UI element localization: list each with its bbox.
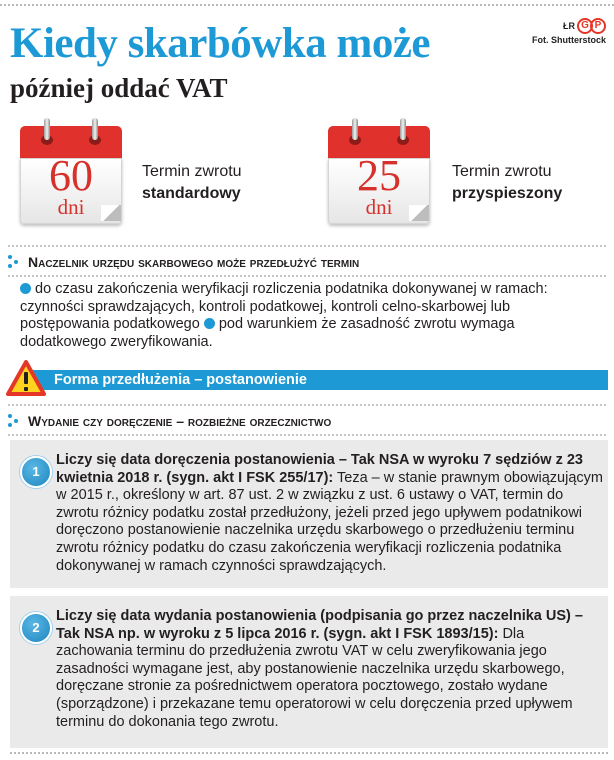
extension-conditions-text: do czasu zakończenia weryfikacji rozliczenia podatnika dokonywanej w ramach: czynności sprawdzających, kontroli podatkowej, kontroli celno-skarbowej lub postępowania podatkowego pod warunkiem że zasadność zwrotu wymaga dodatkowego zweryfikowania.: [20, 281, 548, 350]
dots-icon: [8, 255, 22, 269]
calendar-days-number: 60: [49, 151, 93, 200]
calendar-days-unit: dni: [365, 195, 393, 219]
photo-credit: Fot. Shutterstock: [531, 35, 606, 45]
warning-icon: [6, 360, 46, 396]
case-number-badge: 2: [20, 612, 52, 644]
page-subtitle: później oddać VAT: [10, 73, 228, 103]
bullet-icon: [204, 318, 215, 329]
section-heading-extension: Naczelnik urzędu skarbowego może przedłużyć termin: [8, 254, 359, 270]
author-initials: ŁR: [563, 21, 575, 31]
calendar-icon-standard: [20, 118, 122, 226]
bottom-divider: [10, 752, 608, 754]
calendar-label-accelerated: Termin zwrotu przyspieszony: [452, 163, 563, 202]
top-divider: [0, 4, 614, 6]
bullet-icon: [20, 283, 31, 294]
case-text: Liczy się data wydania postanowienia (podpisania go przez naczelnika US) – Tak NSA np. w wyroku z 5 lipca 2016 r. (sygn. akt I FSK 1893/15): Dla zachowania terminu do przedłużenia zwrotu VAT w celu zweryfikowania jego zasadności wymagane jest, aby postanowienie naczelnika urzędu skarbowego, doręczane stronie za pośrednictwem operatora pocztowego, zostało wydane (sporządzone) i przekazane temu operatorowi w celu doręczenia przed upływem terminu do dokonania tego zwrotu.: [56, 608, 583, 730]
section-heading-case-law: Wydanie czy doręczenie – rozbieżne orzecznictwo: [8, 413, 331, 429]
section-divider: [8, 275, 606, 277]
calendar-icon-accelerated: [328, 118, 430, 226]
calendar-days-number: 25: [357, 151, 401, 200]
case-card-1: [10, 440, 608, 588]
form-of-extension-bar: Forma przedłużenia – postanowienie: [28, 370, 608, 390]
calendar-label-standard: Termin zwrotu standardowy: [142, 163, 242, 202]
section-divider: [8, 404, 606, 406]
case-card-2: [10, 596, 608, 748]
section-divider: [8, 245, 606, 247]
dots-icon: [8, 414, 22, 428]
credits: [532, 18, 606, 46]
page-title: Kiedy skarbówka może: [10, 20, 430, 67]
case-text: Liczy się data doręczenia postanowienia – Tak NSA w wyroku 7 sędziów z 23 kwietnia 2018 r. (sygn. akt I FSK 255/17): Teza – w stanie prawnym obowiązującym w 2015 r., określony w art. 87 ust. 2 w związku z ust. 6 ustawy o VAT, termin do zwrotu różnicy podatku został przedłużony, jeżeli przed jego upływem podatnikowi doręczono postanowienie naczelnika urzędu skarbowego o przedłużeniu terminu zwrotu różnicy podatku do czasu zakończenia weryfikacji rozliczenia podatnika dokonywanej w ramach czynności sprawdzających.: [56, 452, 603, 574]
section-divider: [8, 434, 606, 436]
case-number-badge: 1: [20, 456, 52, 488]
publisher-logo: G P: [580, 18, 606, 34]
calendar-days-unit: dni: [57, 195, 85, 219]
